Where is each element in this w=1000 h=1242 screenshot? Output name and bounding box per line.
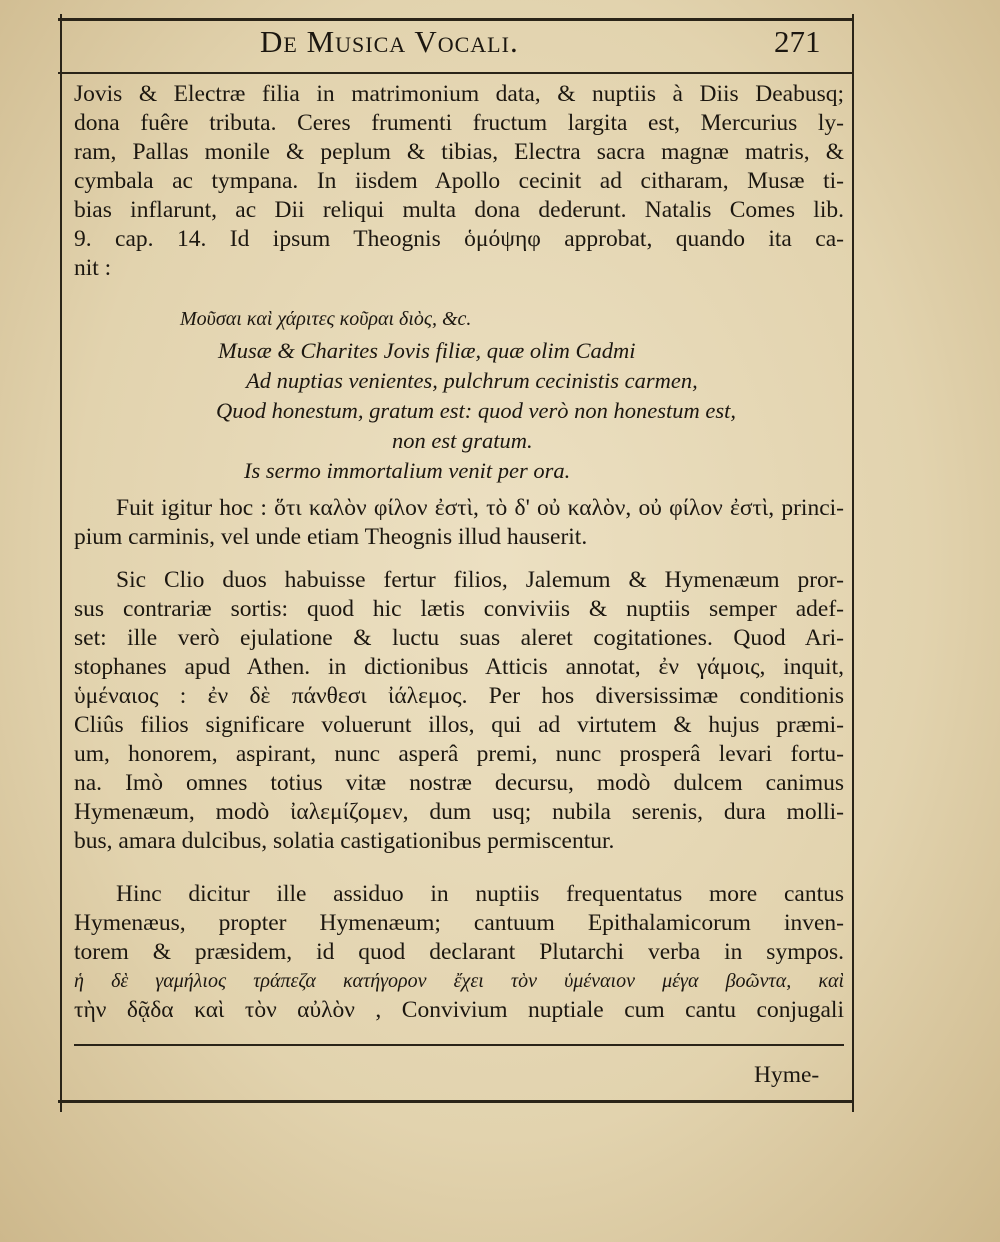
text-line: τὴν δᾷδα καὶ τὸν αὐλὸν , Convivium nuptiale cum cantu conjugali: [74, 997, 844, 1023]
bottom-rule: [58, 1100, 854, 1103]
page-number: 271: [774, 24, 821, 59]
text-line: ram, Pallas monile & peplum & tibias, Electra sacra magnæ matris, &: [74, 139, 844, 165]
text-line: ἡ δὲ γαμήλιος τράπεζα κατήγορον ἔχει τὸν ὑμέναιον μέγα βοῶντα, καὶ: [74, 970, 844, 992]
text-line: stophanes apud Athen. in dictionibus Atticis annotat, ἐν γάμοις, inquit,: [74, 654, 844, 680]
text-line: sus contrariæ sortis: quod hic lætis conviviis & nuptiis semper adef-: [74, 596, 844, 622]
text-line: Hymenæus, propter Hymenæum; cantuum Epithalamicorum inven-: [74, 910, 844, 936]
header-rule: [58, 72, 854, 74]
text-line: cymbala ac tympana. In iisdem Apollo cecinit ad citharam, Musæ ti-: [74, 168, 844, 194]
verse-line: Ad nuptias venientes, pulchrum cecinistis carmen,: [246, 368, 698, 393]
text-line: Cliûs filios significare voluerunt illos, qui ad virtutem & hujus præmi-: [74, 712, 844, 738]
verse-line: Quod honestum, gratum est: quod verò non honestum est,: [216, 398, 736, 423]
verse-line: Musæ & Charites Jovis filiæ, quæ olim Cadmi: [218, 338, 636, 363]
text-line: bus, amara dulcibus, solatia castigationibus permiscentur.: [74, 828, 615, 854]
paragraph-3: [74, 566, 844, 856]
text-line: set: ille verò ejulatione & luctu suas aleret cogitationes. Quod Ari-: [74, 625, 844, 651]
footer-rule: [74, 1044, 844, 1046]
text-line: Fuit igitur hoc : ὅτι καλὸν φίλον ἐστὶ, τὸ δ' οὐ καλὸν, οὐ φίλον ἐστὶ, princi-: [116, 495, 844, 521]
text-line: bias inflarunt, ac Dii reliqui multa dona dederunt. Natalis Comes lib.: [74, 197, 844, 223]
text-line: na. Imò omnes totius vitæ nostræ decursu, modò dulcem canimus: [74, 770, 844, 796]
verse-line: Is sermo immortalium venit per ora.: [244, 458, 571, 483]
text-line: nit :: [74, 255, 112, 281]
text-line: 9. cap. 14. Id ipsum Theognis ὁμόψηφ approbat, quando ita ca-: [74, 226, 844, 252]
running-head: De Musica Vocali.: [260, 24, 519, 59]
paragraph-2: [74, 494, 844, 552]
text-line: Hinc dicitur ille assiduo in nuptiis frequentatus more cantus: [116, 881, 844, 907]
text-line: Sic Clio duos habuisse fertur filios, Jalemum & Hymenæum pror-: [116, 567, 844, 593]
top-rule: [58, 18, 854, 21]
text-line: torem & præsidem, id quod declarant Plutarchi verba in sympos.: [74, 939, 844, 965]
greek-verse-line: Μοῦσαι καὶ χάριτες κοῦραι διὸς, &c.: [180, 308, 472, 330]
text-line: Jovis & Electræ filia in matrimonium data, & nuptiis à Diis Deabusq;: [74, 81, 844, 107]
verse-line: non est gratum.: [392, 428, 533, 453]
text-line: pium carminis, vel unde etiam Theognis illud hauserit.: [74, 524, 588, 550]
paragraph-1: [74, 80, 844, 283]
text-line: ὑμέναιος : ἐν δὲ πάνθεσι ἰάλεμος. Per hos diversissimæ conditionis: [74, 683, 844, 709]
paragraph-4: [74, 880, 844, 1025]
catchword: Hyme-: [754, 1062, 820, 1088]
text-line: dona fuêre tributa. Ceres frumenti fructum largita est, Mercurius ly-: [74, 110, 844, 136]
text-line: um, honorem, aspirant, nunc asperâ premi, nunc prosperâ levari fortu-: [74, 741, 844, 767]
text-line: Hymenæum, modò ἰαλεμίζομεν, dum usq; nubila serenis, dura molli-: [74, 799, 844, 825]
